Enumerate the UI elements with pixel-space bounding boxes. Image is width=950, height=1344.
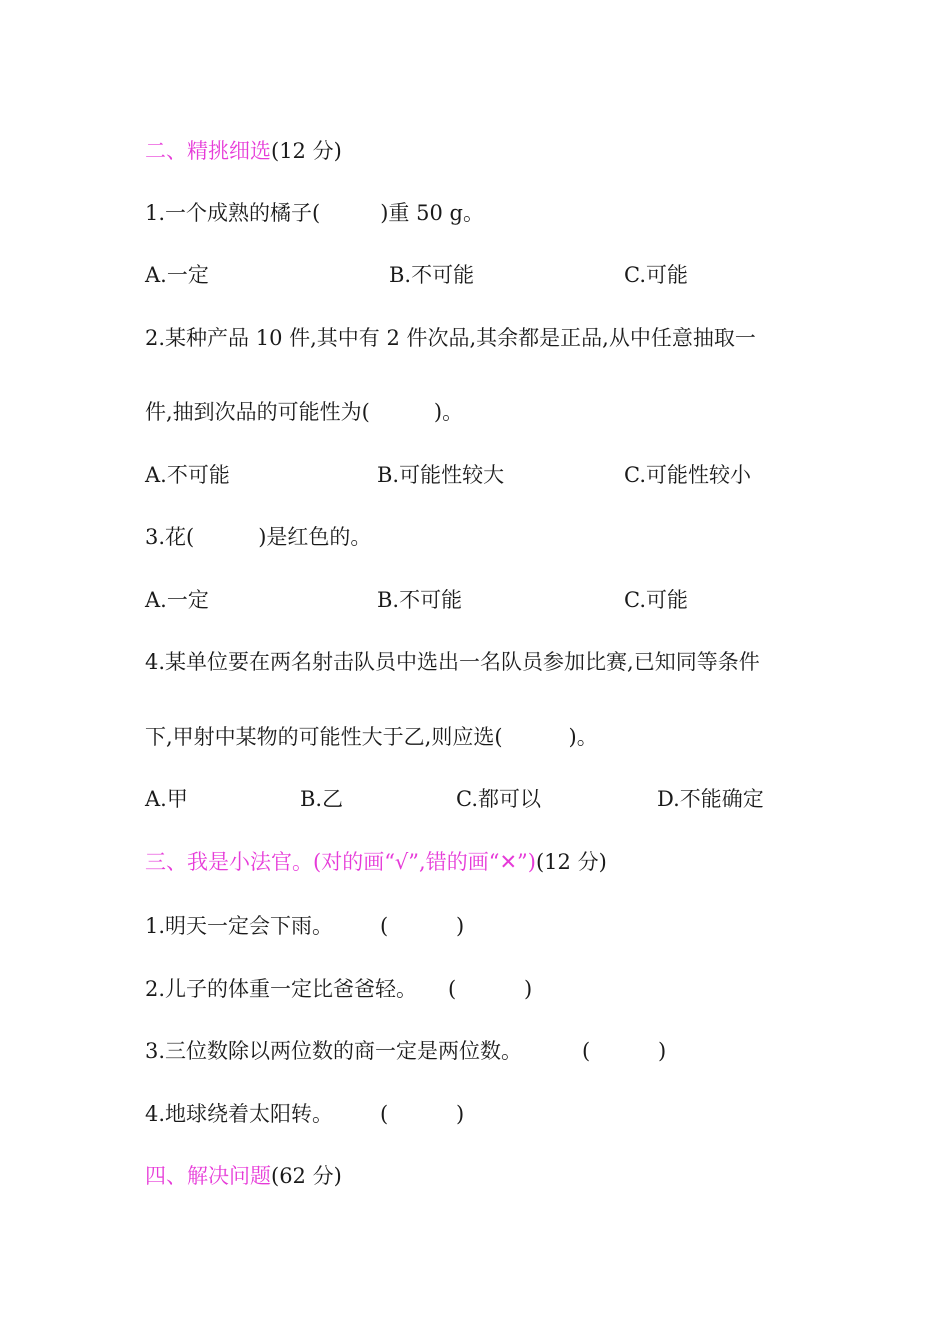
question-4-pre: 下,甲射中某物的可能性大于乙,则应选( (145, 725, 503, 749)
q2-option-a: A.不可能 (145, 463, 230, 487)
judge-item-text: 4.地球绕着太阳转。 (145, 1102, 334, 1126)
judge-answer-box[interactable] (392, 1100, 456, 1128)
question-3 (145, 523, 371, 551)
q3-option-b: B.不可能 (377, 588, 463, 612)
judge-item-3 (145, 1037, 522, 1065)
section-4-heading (145, 1162, 342, 1190)
question-2-line2 (145, 398, 463, 426)
q1-option-b: B.不可能 (389, 263, 475, 287)
q4-option-d: D.不能确定 (657, 787, 764, 811)
judge-item-4 (145, 1100, 333, 1128)
question-4-post: )。 (568, 725, 598, 749)
question-2-pre: 件,抽到次品的可能性为( (145, 400, 370, 424)
judge-bracket-close: ) (524, 977, 533, 1001)
judge-item-1 (145, 912, 333, 940)
judge-bracket-open: ( (380, 914, 389, 938)
section-3-score: (12 分) (535, 850, 607, 874)
judge-answer-box[interactable] (392, 912, 456, 940)
q1-option-a: A.一定 (145, 263, 209, 287)
judge-answer-box[interactable] (460, 975, 524, 1003)
question-3-pre: 3.花( (145, 525, 195, 549)
q2-option-c: C.可能性较小 (624, 463, 751, 487)
question-4-line1: 4.某单位要在两名射击队员中选出一名队员参加比赛,已知同等条件 (145, 650, 760, 674)
q4-option-c: C.都可以 (456, 787, 541, 811)
judge-answer-box[interactable] (594, 1037, 658, 1065)
judge-item-text: 1.明天一定会下雨。 (145, 914, 334, 938)
judge-bracket-open: ( (448, 977, 457, 1001)
question-1-post: )重 50 g。 (380, 201, 484, 225)
judge-bracket-open: ( (380, 1102, 389, 1126)
question-4-line2 (145, 723, 598, 751)
judge-item-2 (145, 975, 417, 1003)
q3-option-a: A.一定 (145, 588, 209, 612)
q4-option-b: B.乙 (300, 787, 344, 811)
q2-option-b: B.可能性较大 (377, 463, 505, 487)
judge-item-text: 3.三位数除以两位数的商一定是两位数。 (145, 1039, 523, 1063)
q3-option-c: C.可能 (624, 588, 688, 612)
judge-bracket-close: ) (658, 1039, 667, 1063)
question-2-post: )。 (433, 400, 464, 424)
section-3-heading (145, 848, 607, 876)
section-4-score: (62 分) (271, 1164, 342, 1188)
section-2-score: (12 分) (271, 139, 342, 163)
section-3-title: 三、我是小法官。(对的画“√”,错的画“✕”) (145, 850, 536, 874)
judge-bracket-open: ( (582, 1039, 591, 1063)
q4-option-a: A.甲 (145, 787, 188, 811)
section-4-title: 四、解决问题 (145, 1164, 271, 1188)
judge-bracket-close: ) (456, 914, 465, 938)
judge-item-text: 2.儿子的体重一定比爸爸轻。 (145, 977, 418, 1001)
question-1-pre: 1.一个成熟的橘子( (145, 201, 321, 225)
section-2-heading (145, 137, 342, 165)
q1-option-c: C.可能 (624, 263, 688, 287)
question-1 (145, 199, 484, 227)
question-3-post: )是红色的。 (258, 525, 372, 549)
question-2-line1: 2.某种产品 10 件,其中有 2 件次品,其余都是正品,从中任意抽取一 (145, 326, 756, 350)
judge-bracket-close: ) (456, 1102, 465, 1126)
section-2-title: 二、精挑细选 (145, 139, 271, 163)
